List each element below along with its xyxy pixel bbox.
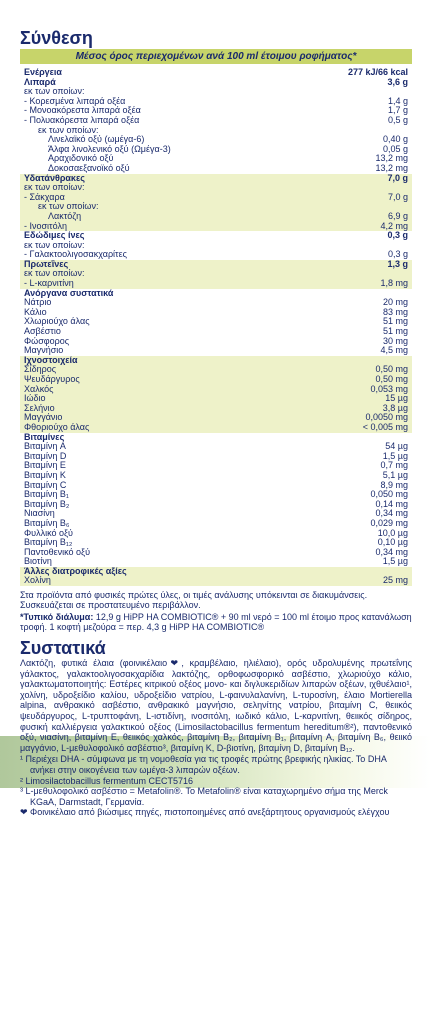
table-row (20, 481, 412, 491)
table-row (20, 471, 412, 481)
row-label: Βιταμίνη A (24, 442, 66, 452)
row-label: Άλλες διατροφικές αξίες (24, 566, 127, 576)
row-value: 0,7 mg (380, 460, 408, 471)
row-value: 1,7 g (387, 105, 408, 116)
row-value: 30 mg (382, 335, 408, 346)
table-row (20, 490, 412, 500)
table-row (20, 433, 412, 443)
row-label: - Ινοσιτόλη (24, 221, 67, 231)
row-value: 13,2 mg (375, 153, 408, 164)
row-value: 1,5 µg (382, 556, 408, 567)
table-row (20, 557, 412, 567)
row-label: εκ των οποίων: (38, 202, 99, 212)
table-row (20, 154, 412, 164)
table-row (20, 413, 412, 423)
table-row (20, 222, 412, 232)
table-row (20, 385, 412, 395)
row-value: 83 mg (382, 306, 408, 317)
row-label: Μαγνήσιο (24, 346, 64, 356)
row-value: 1,8 mg (380, 278, 408, 289)
row-value: 0,10 µg (377, 537, 408, 548)
table-row (20, 548, 412, 558)
table-row (20, 375, 412, 385)
table-row (20, 356, 412, 366)
row-value: 25 mg (382, 575, 408, 586)
row-label: - Κορεσμένα λιπαρά οξέα (24, 96, 126, 106)
row-label: Βιταμίνη B₁ (24, 490, 69, 500)
row-value: 4,2 mg (380, 220, 408, 231)
row-value: 0,3 g (387, 249, 408, 260)
analysis-note: Στα προϊόντα από φυσικές πρώτες ύλες, οι τιμές ανάλυσης υπόκεινται σε διακυμάνσεις. Συσκευάζεται σε προστατευμένο περιβάλλον. (20, 590, 368, 611)
row-value: 0,05 g (382, 143, 408, 154)
row-label: Λακτόζη (48, 211, 82, 221)
row-label: - Μονοακόρεστα λιπαρά οξέα (24, 106, 141, 116)
table-row (20, 135, 412, 145)
row-value: 277 kJ/66 kcal (347, 67, 408, 77)
row-label: Νάτριο (24, 298, 52, 308)
row-label: - Πολυακόρεστα λιπαρά οξέα (24, 115, 140, 125)
table-row (20, 576, 412, 586)
table-row (20, 193, 412, 203)
row-value: 4,5 mg (380, 345, 408, 356)
row-value: 5,1 µg (382, 469, 408, 480)
row-value: 51 mg (382, 316, 408, 327)
row-value: 0,029 mg (370, 517, 408, 528)
table-row (20, 394, 412, 404)
row-label: Φυλλικό οξύ (24, 528, 73, 538)
row-label: εκ των οποίων: (24, 240, 85, 250)
table-row (20, 126, 412, 136)
table-row (20, 538, 412, 548)
table-row (20, 174, 412, 184)
row-value: 0,14 mg (375, 498, 408, 509)
table-row (20, 87, 412, 97)
table-header-band: Μέσος όρος περιεχομένων ανά 100 ml έτοιμου ροφήματος* (20, 49, 412, 64)
nutrition-table (20, 68, 412, 586)
row-value: 0,34 mg (375, 546, 408, 557)
table-row (20, 442, 412, 452)
row-label: Χαλκός (24, 384, 54, 394)
row-label: - Γαλακτοολιγοσακχαρίτες (24, 250, 127, 260)
row-label: Βιοτίνη (24, 557, 52, 567)
row-label: Φώσφορος (24, 336, 70, 346)
table-row (20, 183, 412, 193)
row-label: - L-καρνιτίνη (24, 279, 74, 289)
row-value: 7,0 g (387, 191, 408, 202)
ingredients-title: Συστατικά (20, 638, 106, 659)
row-label: Σίδηρος (24, 365, 57, 375)
row-label: Βιταμίνη D (24, 451, 67, 461)
row-label: Μαγγάνιο (24, 413, 63, 423)
table-row (20, 279, 412, 289)
table-row (20, 116, 412, 126)
table-row (20, 308, 412, 318)
row-label: Ασβέστιο (24, 327, 61, 337)
table-row (20, 317, 412, 327)
row-label: Αραχιδονικό οξύ (48, 154, 114, 164)
row-value: 3,6 g (387, 76, 408, 87)
row-label: Άλφα λινολενικό οξύ (Ωμέγα-3) (48, 144, 171, 154)
row-value: 8,9 mg (380, 479, 408, 490)
row-label: Βιταμίνη B₂ (24, 499, 70, 509)
row-value: 3,8 µg (382, 402, 408, 413)
ingredients-text: Λακτόζη, φυτικά έλαια (φοινικέλαιο❤, κραμβέλαιο, ηλιέλαιο), ορός υδρολυμένης πρωτεΐνης γάλακτος, γαλακτοολιγοσακχαρίδια λακτόζης, ορθοφωσφορικό ασβέστιο, χλωριούχο κάλιο, γαλακτωματοποιητής: Εστέρες κιτρικού οξέος μονο- και διγλυκεριδίων λιπαρών οξέων, ιχθυέλαιο¹, χολίνη, υδροξείδιο καλίου, υδροξείδιο νατρίου, L-φαινυλαλανίνη, L-τυροσίνη, έλαιο Mortierella alpina, ανθρακικό ασβέστιο, ανθρακικό μαγνήσιο, σεληνίτης νατρίου, βιταμίνη C, θειικός ψευδάργυρος, L-τρυπτοφάνη, L-ιστιδίνη, ινοσιτόλη, ιωδικό κάλιο, L-καρνιτίνη, θειικός σίδηρος, φυσική καλλιέργεια γαλακτικού οξέος (Limosilactobacillus fermentum hereditum®²), παντοθενικό οξύ, νιασίνη, βιταμίνη E, θειικός χαλκός, βιταμίνη B₂, βιταμίνη B₁, βιταμίνη A, βιταμίνη B₆, θειικό μαγγάνιο, L-μεθυλοφολικό ασβέστιο³, βιταμίνη K, D-βιοτίνη, βιταμίνη D, βιταμίνη B₁₂. (20, 658, 412, 753)
table-row (20, 423, 412, 433)
row-value: 1,4 g (387, 95, 408, 106)
typical-solution-note (20, 612, 412, 632)
row-value: 15 µg (385, 393, 408, 404)
row-label: Βιταμίνη B₁₂ (24, 538, 73, 548)
row-label: Βιταμίνες (24, 432, 65, 442)
table-row (20, 289, 412, 299)
row-value: 0,3 g (387, 230, 408, 241)
table-row (20, 509, 412, 519)
table-row (20, 500, 412, 510)
table-row (20, 327, 412, 337)
row-value: 10,0 µg (377, 527, 408, 538)
row-value: 0,053 mg (370, 383, 408, 394)
footnote: ³ L-μεθυλοφολικό ασβέστιο = Metafolin®. Το Metafolin® είναι καταχωρημένο σήμα της Merck KGaA, Darmstadt, Γερμανία. (20, 786, 388, 807)
table-row (20, 269, 412, 279)
row-label: Παντοθενικό οξύ (24, 547, 91, 557)
table-row (20, 365, 412, 375)
table-row (20, 346, 412, 356)
footnote: ¹ Περιέχει DHA - σύμφωνα με τη νομοθεσία για τις τροφές πρώτης βρεφικής ηλικίας. Το DHA ανήκει στην οικογένεια των ωμέγα-3 λιπαρών οξέων. (20, 754, 387, 775)
row-value: 0,50 mg (375, 374, 408, 384)
table-row (20, 529, 412, 539)
row-value: < 0,005 mg (362, 421, 408, 432)
table-row (20, 231, 412, 241)
table-row (20, 567, 412, 577)
table-row (20, 212, 412, 222)
row-value: 1,3 g (387, 258, 408, 269)
row-label: Λινελαϊκό οξύ (ωμέγα-6) (48, 135, 145, 145)
row-value: 13,2 mg (375, 162, 408, 173)
row-value: 1,5 µg (382, 450, 408, 461)
table-row (20, 97, 412, 107)
table-row (20, 145, 412, 155)
table-row (20, 519, 412, 529)
row-label: Ψευδάργυρος (24, 375, 80, 384)
table-row (20, 241, 412, 251)
row-label: Υδατάνθρακες (24, 173, 85, 183)
row-label: Ιώδιο (24, 394, 46, 404)
table-row (20, 404, 412, 414)
row-label: εκ των οποίων: (24, 269, 85, 279)
table-row (20, 461, 412, 471)
row-label: Φθοριούχο άλας (24, 422, 90, 432)
row-value: 7,0 g (387, 172, 408, 183)
row-label: Σελήνιο (24, 403, 55, 413)
row-label: Βιταμίνη E (24, 461, 66, 471)
row-value: 0,40 g (382, 134, 408, 145)
typical-solution-text: 12,9 g HiPP HA COMBIOTIC® + 90 ml νερό = 100 ml έτοιμο προς κατανάλωση τροφή. 1 κοφτή μεζούρα = περ. 4,3 g HiPP HA COMBIOTIC® (20, 612, 412, 633)
row-value: 0,50 mg (375, 364, 408, 375)
row-label: Λιπαρά (24, 77, 56, 87)
row-label: Ανόργανα συστατικά (24, 288, 114, 298)
row-label: Κάλιο (24, 307, 47, 317)
table-row (20, 337, 412, 347)
table-row (20, 298, 412, 308)
row-label: Χλωριούχο άλας (24, 317, 90, 327)
table-row (20, 78, 412, 88)
row-label: - Σάκχαρα (24, 192, 65, 202)
table-row (20, 260, 412, 270)
row-value: 51 mg (382, 326, 408, 337)
row-label: εκ των οποίων: (24, 183, 85, 193)
row-value: 0,0050 mg (365, 412, 408, 423)
table-row (20, 106, 412, 116)
composition-title: Σύνθεση (20, 28, 93, 48)
row-label: Βιταμίνη C (24, 480, 67, 490)
table-row (20, 164, 412, 174)
table-row (20, 68, 412, 78)
row-value: 0,5 g (387, 114, 408, 125)
row-value: 0,34 mg (375, 508, 408, 519)
row-value: 54 µg (385, 441, 408, 452)
row-label: Βιταμίνη K (24, 470, 66, 480)
table-row (20, 202, 412, 212)
row-label: Βιταμίνη B₆ (24, 518, 70, 528)
typical-solution-label: *Τυπικό διάλυμα: (20, 612, 94, 623)
table-row (20, 452, 412, 462)
composition-panel (20, 28, 412, 818)
footnote: ❤ Φοινικέλαιο από βιώσιμες πηγές, πιστοποιημένες από ανεξάρτητους οργανισμούς ελέγχου (20, 807, 390, 818)
row-label: εκ των οποίων: (38, 125, 99, 135)
row-label: Εδώδιμες ίνες (24, 231, 85, 241)
row-label: Δοκοσαεξανοϊκό οξύ (48, 163, 130, 173)
row-label: Ιχνοστοιχεία (24, 355, 78, 365)
row-label: Ενέργεια (24, 68, 62, 77)
row-label: Πρωτεΐνες (24, 259, 69, 269)
footnotes (20, 754, 412, 818)
row-label: εκ των οποίων: (24, 87, 85, 97)
row-label: Χολίνη (24, 576, 51, 586)
row-value: 0,050 mg (370, 489, 408, 500)
footnote: ² Limosilactobacillus fermentum CECT5716 (20, 775, 194, 786)
row-value: 6,9 g (387, 210, 408, 221)
table-row (20, 250, 412, 260)
row-value: 20 mg (382, 297, 408, 308)
row-label: Νιασίνη (24, 509, 55, 519)
